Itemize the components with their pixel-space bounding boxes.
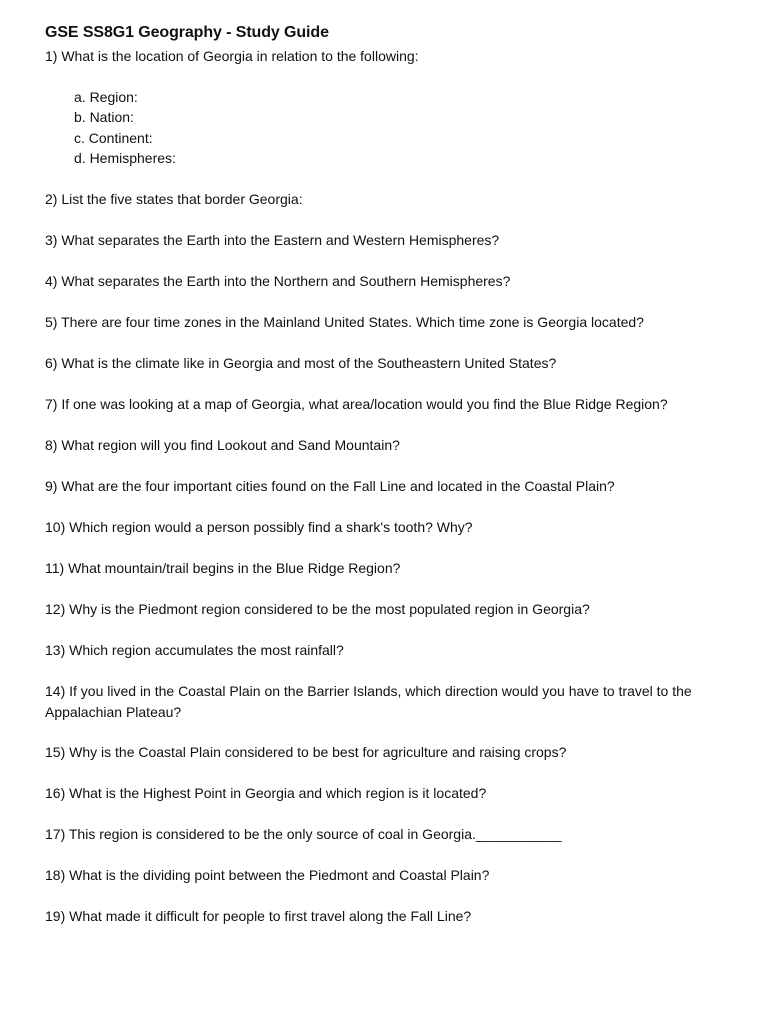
question-6: 6) What is the climate like in Georgia and most of the Southeastern United States? <box>45 355 557 371</box>
question-3: 3) What separates the Earth into the Eastern and Western Hemispheres? <box>45 232 500 248</box>
question-12: 12) Why is the Piedmont region considered to be the most populated region in Georgia? <box>45 601 590 617</box>
question-5: 5) There are four time zones in the Mainland United States. Which time zone is Georgia located? <box>45 314 644 330</box>
question-2: 2) List the five states that border Georgia: <box>45 191 303 207</box>
question-19: 19) What made it difficult for people to first travel along the Fall Line? <box>45 908 472 924</box>
question-14: 14) If you lived in the Coastal Plain on the Barrier Islands, which direction would you have to travel to the Appalachian Plateau? <box>45 683 692 720</box>
question-1c: c. Continent: <box>74 130 153 146</box>
page-title: GSE SS8G1 Geography - Study Guide <box>45 24 329 41</box>
question-13: 13) Which region accumulates the most rainfall? <box>45 642 344 658</box>
question-9: 9) What are the four important cities found on the Fall Line and located in the Coastal Plain? <box>45 478 615 494</box>
question-1d: d. Hemispheres: <box>74 150 176 166</box>
question-11: 11) What mountain/trail begins in the Blue Ridge Region? <box>45 560 401 576</box>
question-16: 16) What is the Highest Point in Georgia and which region is it located? <box>45 785 487 801</box>
question-8: 8) What region will you find Lookout and Sand Mountain? <box>45 437 400 453</box>
question-15: 15) Why is the Coastal Plain considered to be best for agriculture and raising crops? <box>45 744 567 760</box>
question-18: 18) What is the dividing point between the Piedmont and Coastal Plain? <box>45 867 490 883</box>
question-4: 4) What separates the Earth into the Northern and Southern Hemispheres? <box>45 273 511 289</box>
question-10: 10) Which region would a person possibly find a shark's tooth? Why? <box>45 519 473 535</box>
question-1b: b. Nation: <box>74 109 134 125</box>
question-1a: a. Region: <box>74 89 138 105</box>
question-7: 7) If one was looking at a map of Georgia, what area/location would you find the Blue Ridge Region? <box>45 396 668 412</box>
question-1: 1) What is the location of Georgia in relation to the following: <box>45 48 419 64</box>
question-17: 17) This region is considered to be the only source of coal in Georgia.___________ <box>45 826 562 842</box>
